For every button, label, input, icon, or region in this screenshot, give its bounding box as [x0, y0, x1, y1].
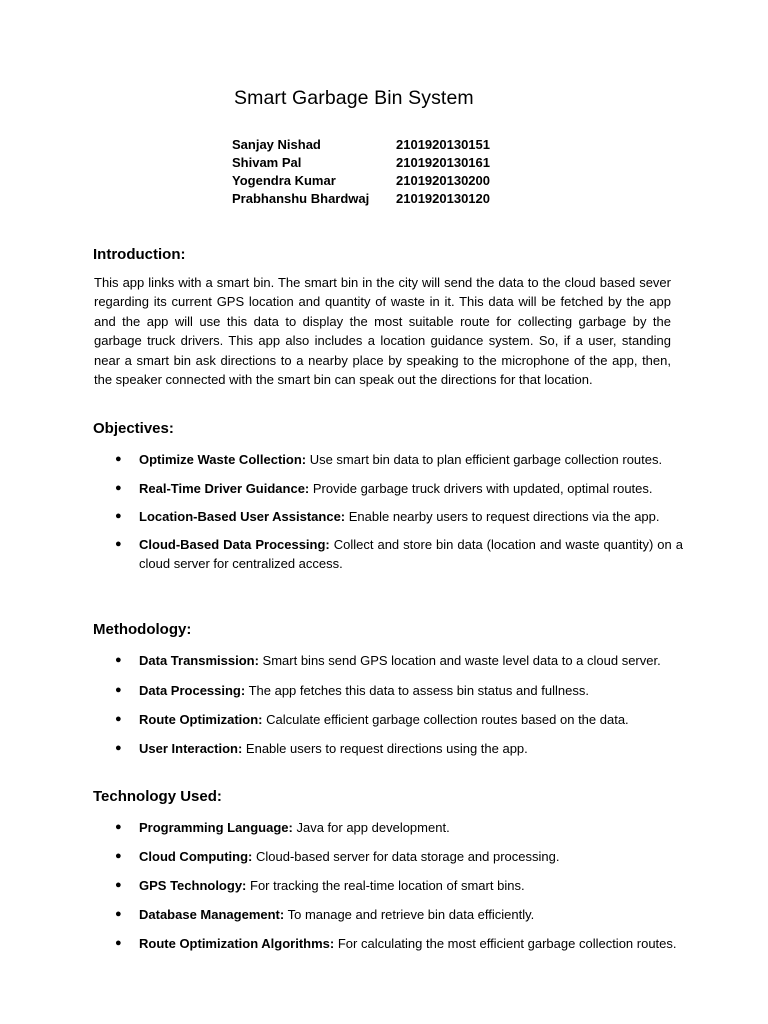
methodology-list: [113, 651, 683, 758]
author-row: [232, 136, 532, 154]
author-id: 2101920130151: [396, 137, 490, 152]
bullet-dot-icon: ●: [115, 482, 122, 494]
list-item-term: Cloud-Based Data Processing:: [139, 537, 330, 552]
list-item-term: Database Management:: [139, 907, 285, 922]
author-name: Prabhanshu Bhardwaj: [232, 191, 370, 206]
bullet-dot-icon: ●: [115, 713, 122, 725]
list-item-term: Data Transmission:: [139, 653, 259, 668]
list-item-term: Real-Time Driver Guidance:: [139, 481, 310, 496]
technology-list: [113, 818, 683, 953]
list-item-term: Route Optimization Algorithms:: [139, 936, 335, 951]
author-id: 2101920130120: [396, 191, 490, 206]
list-item-term: User Interaction:: [139, 741, 243, 756]
bullet-dot-icon: ●: [115, 821, 122, 833]
list-item: [113, 934, 683, 953]
list-item: [113, 450, 683, 469]
bullet-dot-icon: ●: [115, 937, 122, 949]
bullet-dot-icon: ●: [115, 850, 122, 862]
list-item: [113, 905, 683, 924]
list-item-text: Calculate efficient garbage collection routes based on the data.: [262, 712, 629, 727]
bullet-dot-icon: ●: [115, 908, 122, 920]
list-item: [113, 876, 683, 895]
objectives-list: [113, 450, 683, 573]
list-item-term: Location-Based User Assistance:: [139, 509, 346, 524]
list-item-text: To manage and retrieve bin data efficiently.: [284, 907, 535, 922]
bullet-dot-icon: ●: [115, 453, 122, 465]
list-item-term: Optimize Waste Collection:: [139, 452, 307, 467]
list-item-text: For calculating the most efficient garbage collection routes.: [334, 936, 677, 951]
list-item: [113, 507, 683, 526]
author-row: [232, 172, 532, 190]
list-item-text: Enable nearby users to request directions via the app.: [345, 509, 660, 524]
list-item-term: Data Processing:: [139, 683, 246, 698]
list-item: [113, 479, 683, 498]
list-item-text: Collect and store bin data (location and waste quantity) on a cloud server for centralized access.: [139, 537, 683, 571]
author-name: Yogendra Kumar: [232, 173, 336, 188]
list-item-text: The app fetches this data to assess bin status and fullness.: [245, 683, 589, 698]
author-id: 2101920130161: [396, 155, 490, 170]
list-item-term: Route Optimization:: [139, 712, 263, 727]
list-item: [113, 710, 683, 729]
list-item-text: Enable users to request directions using the app.: [242, 741, 528, 756]
introduction-paragraph: This app links with a smart bin. The smart bin in the city will send the data to the cloud based sever regarding its current GPS location and quantity of waste in it. This data will be fetched by the app and the app will use this data to display the most suitable route for collecting garbage by the garbage truck drivers. This app also includes a location guidance system. So, if a user, standing near a smart bin ask directions to a nearby place by speaking to the microphone of the app, then, the speaker connected with the smart bin can speak out the directions for that location.: [94, 275, 671, 388]
list-item: [113, 739, 683, 758]
list-item-term: Programming Language:: [139, 820, 293, 835]
list-item: [113, 535, 683, 573]
list-item-text: Provide garbage truck drivers with updated, optimal routes.: [309, 481, 653, 496]
list-item-text: For tracking the real-time location of smart bins.: [246, 878, 525, 893]
list-item: [113, 818, 683, 837]
methodology-heading: Methodology:: [93, 621, 192, 638]
list-item-term: Cloud Computing:: [139, 849, 253, 864]
introduction-heading: Introduction:: [93, 246, 186, 263]
author-name: Shivam Pal: [232, 155, 302, 170]
list-item: [113, 651, 683, 670]
bullet-dot-icon: ●: [115, 684, 122, 696]
list-item-text: Cloud-based server for data storage and processing.: [252, 849, 560, 864]
author-name: Sanjay Nishad: [232, 137, 321, 152]
list-item: [113, 681, 683, 700]
author-list: [232, 136, 532, 208]
technology-heading: Technology Used:: [93, 788, 222, 805]
list-item-text: Use smart bin data to plan efficient garbage collection routes.: [306, 452, 663, 467]
bullet-dot-icon: ●: [115, 510, 122, 522]
author-row: [232, 154, 532, 172]
bullet-dot-icon: ●: [115, 654, 122, 666]
bullet-dot-icon: ●: [115, 879, 122, 891]
objectives-heading: Objectives:: [93, 420, 174, 437]
bullet-dot-icon: ●: [115, 742, 122, 754]
list-item-text: Smart bins send GPS location and waste level data to a cloud server.: [258, 653, 661, 668]
list-item: [113, 847, 683, 866]
document-title: Smart Garbage Bin System: [234, 87, 474, 109]
author-row: [232, 190, 532, 208]
bullet-dot-icon: ●: [115, 538, 122, 550]
list-item-text: Java for app development.: [292, 820, 450, 835]
list-item-term: GPS Technology:: [139, 878, 247, 893]
author-id: 2101920130200: [396, 173, 490, 188]
